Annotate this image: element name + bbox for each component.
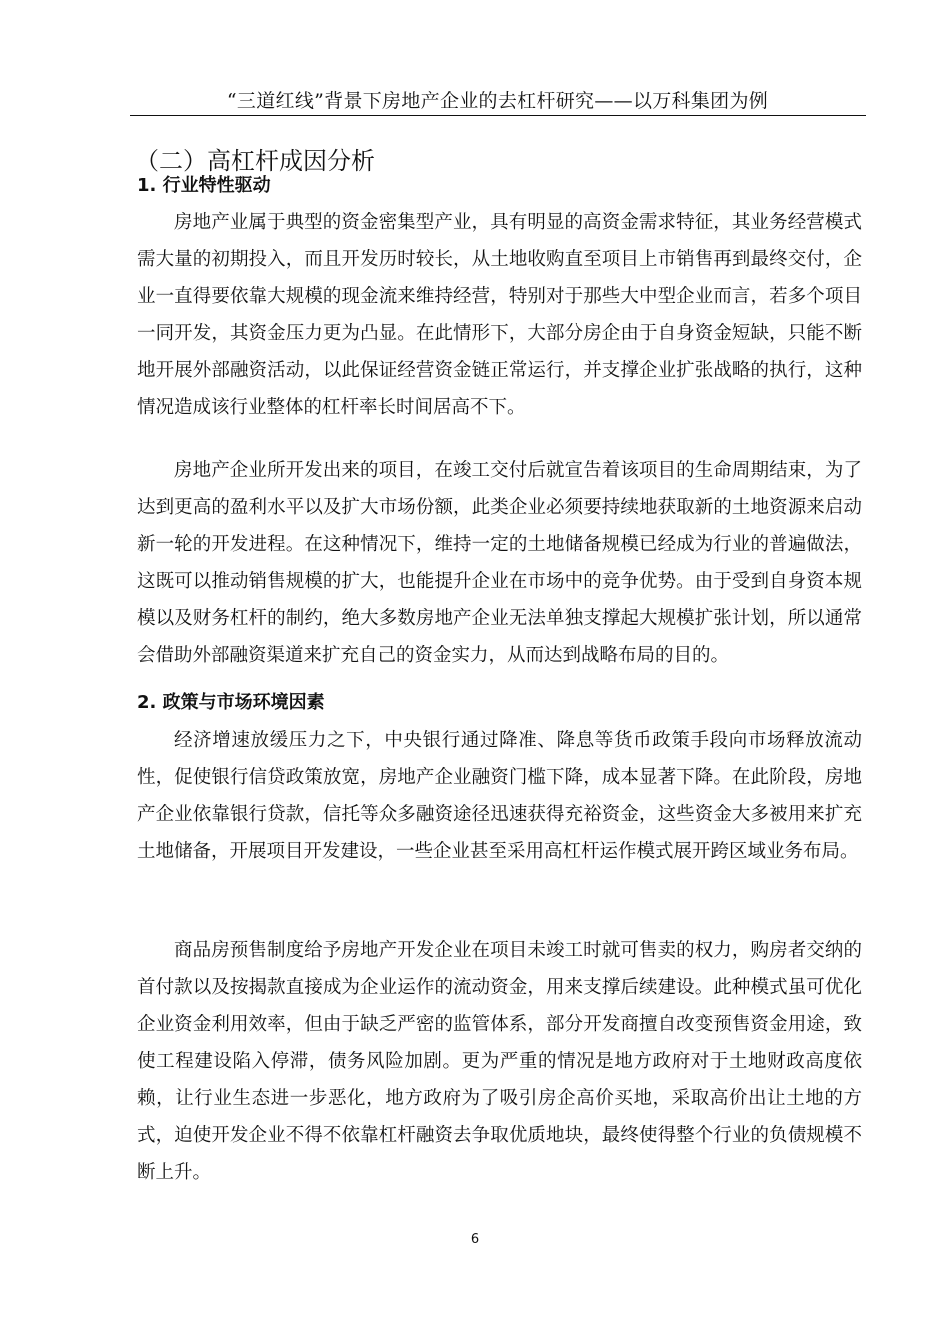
running-header: “三道红线”背景下房地产企业的去杠杆研究——以万科集团为例: [226, 90, 769, 112]
paragraph-industry-capital: 房地产业属于典型的资金密集型产业，具有明显的高资金需求特征，其业务经营模式需大量的初期投入，而且开发历时较长，从土地收购直至项目上市销售再到最终交付，企业一直得要依靠大规模的现金流来维持经营，特别对于那些大中型企业而言，若多个项目一同开发，其资金压力更为凸显。在此情形下，大部分房企由于自身资金短缺，只能不断地开展外部融资活动，以此保证经营资金链正常运行，并支撑企业扩张战略的执行，这种情况造成该行业整体的杠杆率长时间居高不下。: [137, 212, 862, 418]
paragraph-industry-land: 房地产企业所开发出来的项目，在竣工交付后就宣告着该项目的生命周期结束，为了达到更高的盈利水平以及扩大市场份额，此类企业必须要持续地获取新的土地资源来启动新一轮的开发进程。在这种情况下，维持一定的土地储备规模已经成为行业的普遍做法，这既可以推动销售规模的扩大，也能提升企业在市场中的竞争优势。由于受到自身资本规模以及财务杠杆的制约，绝大多数房地产企业无法单独支撑起大规模扩张计划，所以通常会借助外部融资渠道来扩充自己的资金实力，从而达到战略布局的目的。: [137, 460, 862, 666]
section-title: （二）高杠杆成因分析: [135, 147, 375, 175]
subsection-heading-policy: 2. 政策与市场环境因素: [137, 692, 325, 713]
paragraph-policy-monetary: 经济增速放缓压力之下，中央银行通过降准、降息等货币政策手段向市场释放流动性，促使银行信贷政策放宽，房地产企业融资门槛下降，成本显著下降。在此阶段，房地产企业依靠银行贷款，信托等众多融资途径迅速获得充裕资金，这些资金大多被用来扩充土地储备，开展项目开发建设，一些企业甚至采用高杠杆运作模式展开跨区域业务布局。: [137, 730, 862, 862]
page-number: 6: [470, 1232, 480, 1247]
paragraph-policy-presale: 商品房预售制度给予房地产开发企业在项目未竣工时就可售卖的权力，购房者交纳的首付款以及按揭款直接成为企业运作的流动资金，用来支撑后续建设。此种模式虽可优化企业资金利用效率，但由于缺乏严密的监管体系，部分开发商擅自改变预售资金用途，致使工程建设陷入停滞，债务风险加剧。更为严重的情况是地方政府对于土地财政高度依赖，让行业生态进一步恶化，地方政府为了吸引房企高价买地，采取高价出让土地的方式，迫使开发企业不得不依靠杠杆融资去争取优质地块，最终使得整个行业的负债规模不断上升。: [137, 940, 862, 1183]
header-rule: [130, 115, 866, 116]
subsection-heading-industry: 1. 行业特性驱动: [137, 175, 271, 196]
